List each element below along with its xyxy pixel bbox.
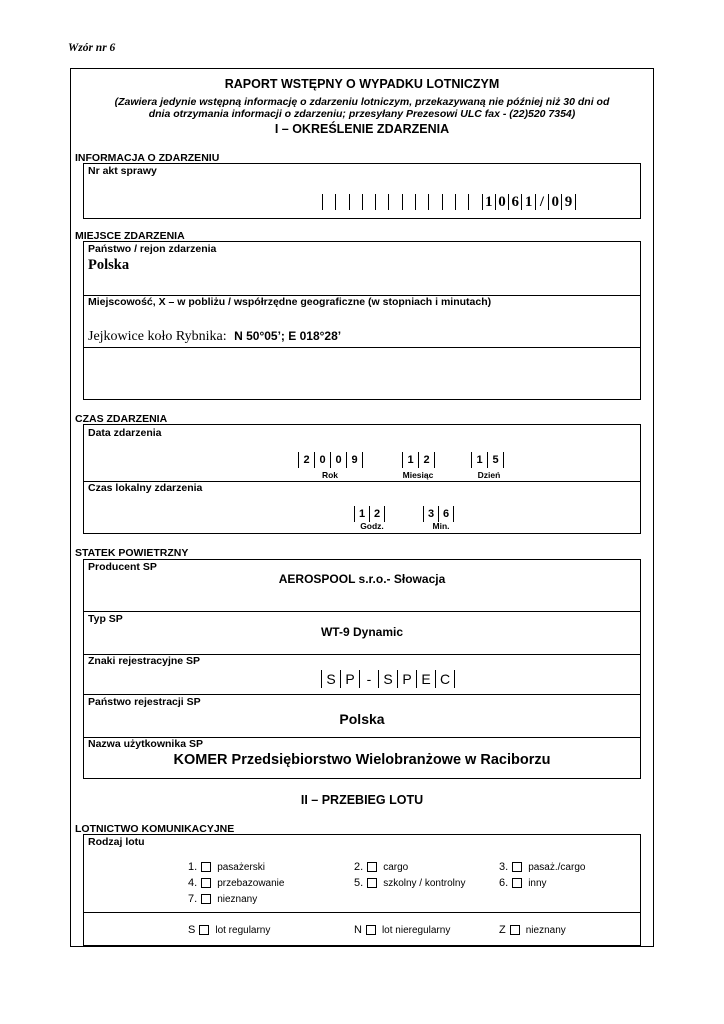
digit-cell bbox=[322, 194, 335, 210]
digit-cell: P bbox=[397, 670, 416, 688]
digit-cell: E bbox=[416, 670, 435, 688]
aircraft-type-value: WT-9 Dynamic bbox=[320, 625, 404, 639]
producer-value: AEROSPOOL s.r.o.- Słowacja bbox=[278, 572, 446, 586]
operator-label: Nazwa użytkownika SP bbox=[88, 738, 203, 750]
country-region-value: Polska bbox=[88, 257, 130, 273]
cell-end-tick bbox=[362, 452, 363, 468]
day-caption: Dzień bbox=[477, 470, 501, 480]
digit-cell: 0 bbox=[330, 452, 346, 468]
checkbox[interactable] bbox=[201, 862, 211, 872]
divider bbox=[83, 611, 641, 612]
aircraft-type-label: Typ SP bbox=[88, 613, 123, 625]
digit-cell: 0 bbox=[314, 452, 330, 468]
digit-cell: S bbox=[321, 670, 340, 688]
registration-country-value: Polska bbox=[339, 711, 385, 727]
checkbox[interactable] bbox=[367, 862, 377, 872]
day-cells bbox=[471, 452, 504, 468]
digit-cell bbox=[428, 194, 441, 210]
section-commercial-aviation: LOTNICTWO KOMUNIKACYJNE bbox=[75, 823, 235, 835]
flight-option-other[interactable] bbox=[499, 877, 547, 889]
month-cells bbox=[402, 452, 435, 468]
digit-cell: 9 bbox=[346, 452, 362, 468]
digit-cell: C bbox=[435, 670, 454, 688]
checkbox[interactable] bbox=[512, 862, 522, 872]
cell-end-tick bbox=[454, 670, 455, 688]
divider bbox=[83, 694, 641, 695]
digit-cell: 2 bbox=[369, 506, 384, 522]
flight-option-training[interactable] bbox=[354, 877, 465, 889]
place-box bbox=[83, 241, 641, 400]
section-incident-time: CZAS ZDARZENIA bbox=[75, 413, 168, 425]
digit-cell: 1 bbox=[482, 194, 495, 210]
part-two-heading: II – PRZEBIEG LOTU bbox=[300, 793, 424, 807]
option-number: 3. bbox=[499, 861, 509, 873]
section-aircraft: STATEK POWIETRZNY bbox=[75, 547, 189, 559]
divider bbox=[83, 347, 641, 348]
digit-cell bbox=[375, 194, 388, 210]
digit-cell: S bbox=[378, 670, 397, 688]
month-caption: Miesiąc bbox=[402, 470, 434, 480]
digit-cell: 0 bbox=[548, 194, 561, 210]
flight-regularity-unknown-option[interactable] bbox=[499, 924, 566, 936]
option-label: lot regularny bbox=[215, 924, 271, 936]
digit-cell: 6 bbox=[438, 506, 453, 522]
flight-option-cargo[interactable] bbox=[354, 861, 408, 873]
form-number-label: Wzór nr 6 bbox=[68, 42, 116, 54]
digit-cell: / bbox=[535, 194, 548, 210]
date-label: Data zdarzenia bbox=[88, 427, 162, 439]
registration-cells bbox=[321, 670, 455, 688]
producer-label: Producent SP bbox=[88, 561, 157, 573]
report-subtitle-line2: dnia otrzymania informacji o zdarzeniu; przesyłany Prezesowi ULC fax - (22)520 7354) bbox=[148, 108, 576, 120]
digit-cell bbox=[335, 194, 348, 210]
location-name: Jejkowice koło Rybnika: bbox=[88, 329, 227, 344]
location-value bbox=[88, 327, 341, 345]
option-label: pasażerski bbox=[217, 861, 265, 873]
checkbox[interactable] bbox=[366, 925, 376, 935]
minute-cells bbox=[423, 506, 454, 522]
option-code: N bbox=[354, 924, 362, 936]
digit-cell: 1 bbox=[354, 506, 369, 522]
location-coordinates: N 50°05’; E 018°28’ bbox=[234, 329, 342, 343]
option-number: 1. bbox=[188, 861, 198, 873]
flight-option-unknown[interactable] bbox=[188, 893, 257, 905]
hour-caption: Godz. bbox=[360, 521, 384, 531]
flight-regular-option[interactable] bbox=[188, 924, 270, 936]
digit-cell bbox=[442, 194, 455, 210]
option-number: 2. bbox=[354, 861, 364, 873]
option-number: 4. bbox=[188, 877, 198, 889]
digit-cell: - bbox=[359, 670, 378, 688]
option-code: S bbox=[188, 924, 196, 936]
section-incident-place: MIEJSCE ZDARZENIA bbox=[75, 230, 185, 242]
digit-cell: 1 bbox=[471, 452, 487, 468]
cell-end-tick bbox=[384, 506, 385, 522]
cell-end-tick bbox=[503, 452, 504, 468]
flight-option-passenger[interactable] bbox=[188, 861, 265, 873]
registration-label: Znaki rejestracyjne SP bbox=[88, 655, 201, 667]
cell-end-tick bbox=[453, 506, 454, 522]
digit-cell bbox=[415, 194, 428, 210]
digit-cell: P bbox=[340, 670, 359, 688]
digit-cell: 5 bbox=[487, 452, 503, 468]
digit-cell: 6 bbox=[508, 194, 521, 210]
option-label: szkolny / kontrolny bbox=[383, 877, 466, 889]
flight-irregular-option[interactable] bbox=[354, 924, 450, 936]
case-number-box bbox=[83, 163, 641, 219]
minute-caption: Min. bbox=[432, 521, 450, 531]
cell-end-tick bbox=[434, 452, 435, 468]
digit-cell bbox=[455, 194, 468, 210]
hour-cells bbox=[354, 506, 385, 522]
digit-cell: 1 bbox=[402, 452, 418, 468]
operator-value: KOMER Przedsiębiorstwo Wielobranżowe w Raciborzu bbox=[173, 752, 551, 768]
section-incident-info: INFORMACJA O ZDARZENIU bbox=[75, 152, 220, 164]
checkbox[interactable] bbox=[201, 894, 211, 904]
digit-cell: 2 bbox=[298, 452, 314, 468]
digit-cell bbox=[349, 194, 362, 210]
option-label: nieznany bbox=[217, 893, 258, 905]
option-number: 5. bbox=[354, 877, 364, 889]
digit-cell: 3 bbox=[423, 506, 438, 522]
checkbox[interactable] bbox=[201, 878, 211, 888]
case-number-cells bbox=[322, 194, 576, 210]
registration-country-label: Państwo rejestracji SP bbox=[88, 696, 201, 708]
option-label: pasaż./cargo bbox=[528, 861, 586, 873]
digit-cell: 1 bbox=[521, 194, 534, 210]
option-label: lot nieregularny bbox=[381, 924, 451, 936]
year-caption: Rok bbox=[321, 470, 339, 480]
option-label: cargo bbox=[383, 861, 409, 873]
digit-cell bbox=[468, 194, 481, 210]
digit-cell: 9 bbox=[561, 194, 574, 210]
checkbox[interactable] bbox=[199, 925, 209, 935]
option-label: przebazowanie bbox=[217, 877, 285, 889]
digit-cell bbox=[388, 194, 401, 210]
local-time-label: Czas lokalny zdarzenia bbox=[88, 482, 203, 494]
digit-cell: 0 bbox=[495, 194, 508, 210]
case-number-label: Nr akt sprawy bbox=[88, 165, 157, 177]
checkbox[interactable] bbox=[367, 878, 377, 888]
flight-option-repositioning[interactable] bbox=[188, 877, 284, 889]
option-label: nieznany bbox=[525, 924, 566, 936]
location-label: Miejscowość, X – w pobliżu / współrzędne geograficzne (w stopniach i minutach) bbox=[88, 296, 492, 308]
part-one-heading: I – OKREŚLENIE ZDARZENIA bbox=[274, 122, 450, 136]
option-number: 7. bbox=[188, 893, 198, 905]
digit-cell: 2 bbox=[418, 452, 434, 468]
digit-cell bbox=[402, 194, 415, 210]
cell-end-tick bbox=[575, 194, 576, 210]
divider bbox=[83, 912, 641, 913]
digit-cell bbox=[362, 194, 375, 210]
flight-type-label: Rodzaj lotu bbox=[88, 836, 145, 848]
report-subtitle-line1: (Zawiera jedynie wstępną informację o zdarzeniu lotniczym, przekazywaną nie później niż 30 dni od bbox=[114, 96, 610, 108]
option-number: 6. bbox=[499, 877, 509, 889]
report-title: RAPORT WSTĘPNY O WYPADKU LOTNICZYM bbox=[224, 77, 500, 91]
checkbox[interactable] bbox=[512, 878, 522, 888]
option-label: inny bbox=[528, 877, 547, 889]
flight-option-passenger-cargo[interactable] bbox=[499, 861, 585, 873]
option-code: Z bbox=[499, 924, 506, 936]
country-region-label: Państwo / rejon zdarzenia bbox=[88, 243, 217, 255]
year-cells bbox=[298, 452, 363, 468]
checkbox[interactable] bbox=[510, 925, 520, 935]
